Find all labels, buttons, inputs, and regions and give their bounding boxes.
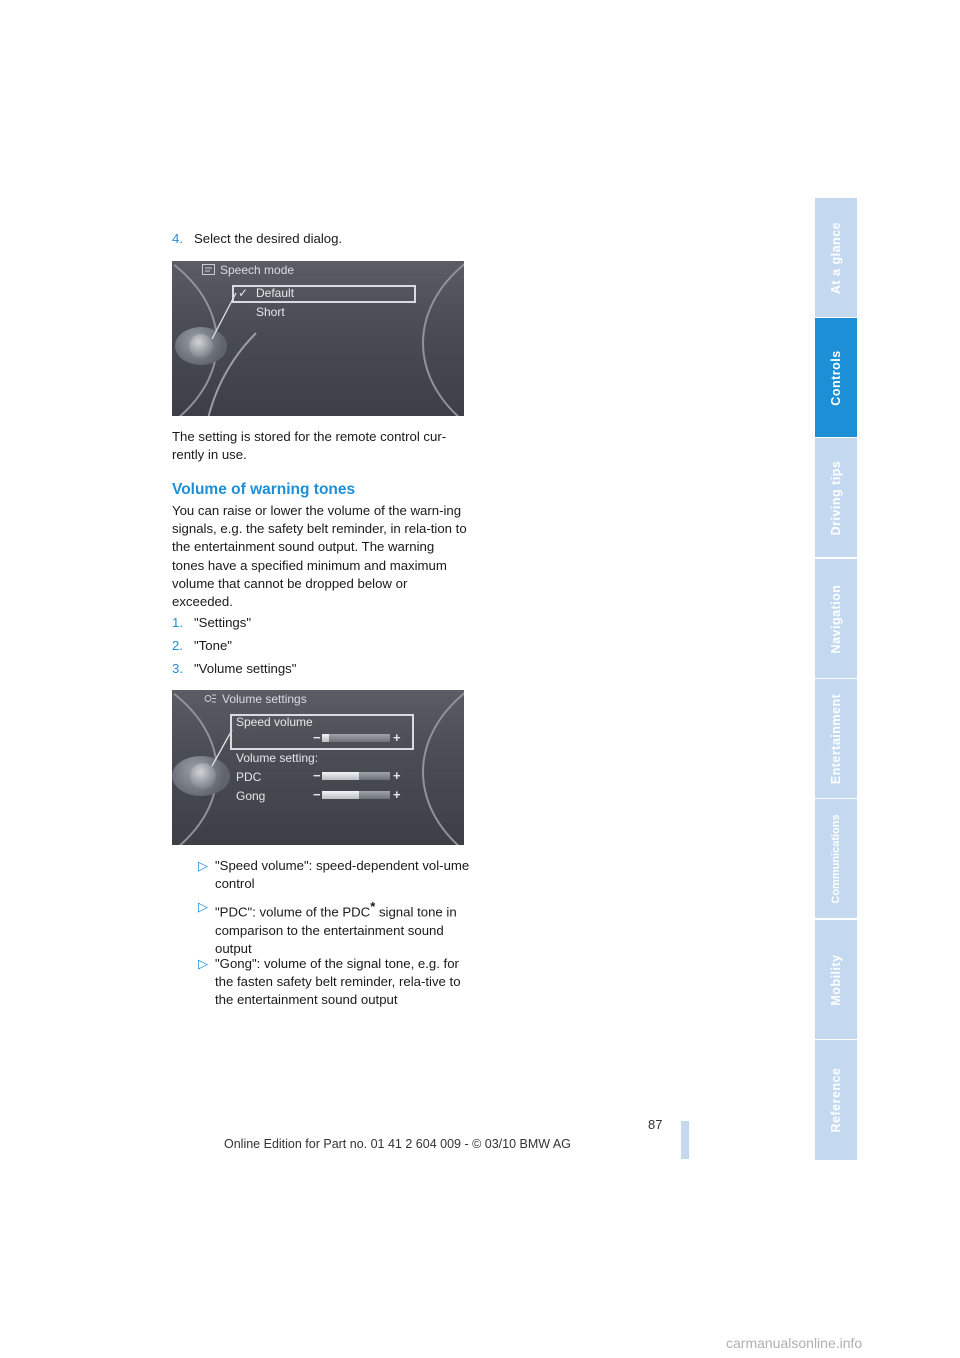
tab-label: Reference: [829, 1067, 843, 1133]
step-3: [172, 660, 296, 678]
bullet-text: [198, 898, 478, 958]
tab-reference[interactable]: [815, 1040, 857, 1160]
section-heading: Volume of warning tones: [172, 481, 356, 498]
tab-label: Mobility: [829, 953, 843, 1006]
menu-item-speed-volume[interactable]: Speed volume: [236, 715, 313, 729]
pdc-slider[interactable]: [322, 772, 390, 780]
tab-label: Driving tips: [829, 460, 843, 535]
menu-item-gong[interactable]: Gong: [236, 789, 266, 803]
screen-title: Volume settings: [222, 692, 307, 706]
gong-slider[interactable]: [322, 791, 390, 799]
bullet-text-a: "PDC": volume of the PDC: [215, 904, 371, 920]
plus-icon: +: [393, 730, 401, 745]
step-text: "Tone": [194, 638, 232, 653]
tab-communications[interactable]: [815, 799, 857, 918]
step-number: 2.: [172, 638, 183, 653]
tab-label: Communications: [830, 813, 842, 904]
speed-volume-slider[interactable]: [322, 734, 390, 742]
page-number: 87: [648, 1117, 663, 1132]
minus-icon: −: [313, 787, 321, 802]
settings-icon: [204, 693, 217, 704]
menu-item-short[interactable]: Short: [256, 305, 285, 319]
speech-icon: [202, 264, 215, 275]
section-body: You can raise or lower the volume of the warn-ing signals, e.g. the safety belt reminder, in rela-tion to the entertainment sound output. The warning tones have a specified minimum and maximum volume that cannot be dropped below or exceeded.: [172, 503, 467, 610]
chapter-tabs: [815, 198, 857, 1160]
minus-icon: −: [313, 730, 321, 745]
tab-entertainment[interactable]: [815, 679, 857, 798]
step-number: 4.: [172, 231, 183, 246]
slider-fill: [322, 734, 329, 742]
footer-text: Online Edition for Part no. 01 41 2 604 009 - © 03/10 BMW AG: [224, 1137, 571, 1151]
speech-mode-screen: [172, 261, 464, 416]
bullet-text-b: signal tone in comparison to the entertainment sound output: [215, 904, 457, 956]
bullet-arrow-icon: ▷: [198, 956, 209, 971]
volume-setting-label: Volume setting:: [236, 751, 319, 765]
tab-driving-tips[interactable]: [815, 438, 857, 557]
slider-fill: [322, 772, 359, 780]
minus-icon: −: [313, 768, 321, 783]
tab-mobility[interactable]: [815, 920, 857, 1039]
option-star: *: [370, 899, 376, 914]
step-4: [172, 230, 342, 248]
footer-marker: [681, 1121, 689, 1159]
tab-label: Controls: [829, 349, 843, 406]
bullet-speed-volume: [198, 857, 478, 893]
step-text: Select the desired dialog.: [194, 231, 343, 246]
bullet-text: "Gong": volume of the signal tone, e.g. for the fasten safety belt reminder, rela-tive to the entertainment sound output: [215, 956, 461, 1008]
check-icon: ✓: [238, 286, 249, 300]
menu-item-pdc[interactable]: PDC: [236, 770, 262, 784]
tab-navigation[interactable]: [815, 559, 857, 678]
step-text: "Settings": [194, 615, 252, 630]
note-paragraph: The setting is stored for the remote control cur-rently in use.: [172, 429, 447, 463]
step-1: [172, 614, 251, 632]
tab-controls[interactable]: [815, 318, 857, 437]
step-number: 1.: [172, 615, 183, 630]
bullet-gong: [198, 955, 478, 1010]
tab-label: Navigation: [829, 584, 843, 653]
bullet-arrow-icon: ▷: [198, 858, 209, 873]
step-2: [172, 637, 232, 655]
screen-title: Speech mode: [220, 263, 295, 277]
right-arc: [422, 690, 464, 845]
step-number: 3.: [172, 661, 183, 676]
watermark: carmanualsonline.info: [726, 1335, 863, 1351]
plus-icon: +: [393, 787, 401, 802]
plus-icon: +: [393, 768, 401, 783]
bullet-arrow-icon: ▷: [198, 899, 209, 914]
tab-label: At a glance: [829, 221, 843, 294]
tab-label: Entertainment: [829, 693, 843, 784]
volume-settings-screen: [172, 690, 464, 845]
step-text: "Volume settings": [194, 661, 297, 676]
bullet-pdc: [198, 898, 478, 958]
menu-item-default[interactable]: Default: [256, 286, 295, 300]
slider-fill: [322, 791, 359, 799]
tab-at-a-glance[interactable]: [815, 198, 857, 317]
bullet-text: "Speed volume": speed-dependent vol-ume control: [215, 858, 470, 892]
